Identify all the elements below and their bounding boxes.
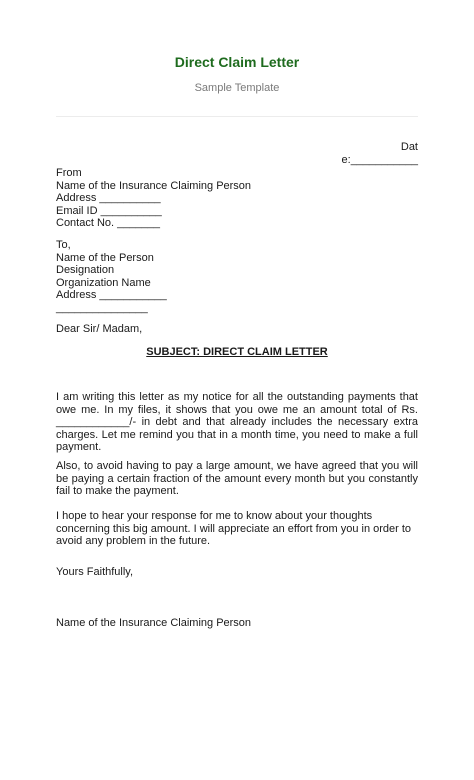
body-paragraph-3: I hope to hear your response for me to know about your thoughts concerning this big amount. I will appreciate an effort from you in order to avoid any problem in the future.	[56, 510, 412, 547]
body-paragraph-2: Also, to avoid having to pay a large amount, we have agreed that you will be paying a certain fraction of the amount every month but you constantly fail to make the payment.	[56, 460, 418, 497]
document-title: Direct Claim Letter	[174, 54, 300, 70]
closing: Yours Faithfully,	[56, 566, 134, 578]
sender-address: Address __________	[56, 192, 161, 204]
recipient-address-line2: _______________	[56, 301, 148, 314]
recipient-address: Address ___________	[56, 289, 167, 301]
sender-name: Name of the Insurance Claiming Person	[56, 179, 252, 192]
date-label-line2: e:___________	[341, 154, 418, 166]
sender-contact: Contact No. _______	[56, 217, 160, 229]
recipient-designation: Designation	[56, 264, 115, 276]
recipient-organization: Organization Name	[56, 276, 151, 289]
recipient-name: Name of the Person	[56, 251, 154, 264]
date-label-line1: Dat	[400, 141, 418, 153]
letter-subject: SUBJECT: DIRECT CLAIM LETTER	[146, 346, 328, 358]
recipient-to-label: To,	[56, 239, 71, 251]
header-divider	[56, 116, 418, 117]
sender-from-label: From	[56, 167, 82, 179]
body-paragraph-1: I am writing this letter as my notice for all the outstanding payments that owe me. In my files, it shows that you owe me an amount total of Rs. ____________/- in debt and that already includes the necessary extra charges. Let me remind you that in a month time, you need to make a full payment.	[56, 391, 418, 453]
sender-email: Email ID __________	[56, 204, 162, 217]
recipient-block	[56, 239, 418, 314]
document-subtitle: Sample Template	[194, 82, 280, 94]
salutation: Dear Sir/ Madam,	[56, 323, 143, 335]
sender-block	[56, 167, 418, 230]
signature-name: Name of the Insurance Claiming Person	[56, 617, 252, 629]
